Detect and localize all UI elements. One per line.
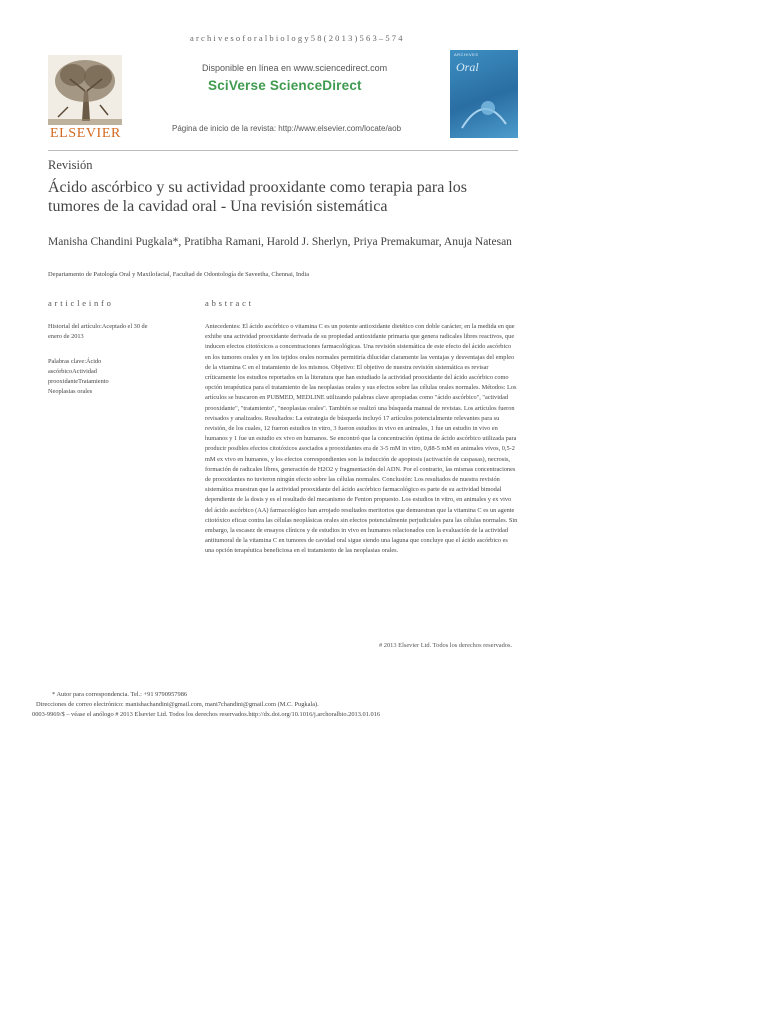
elsevier-logo	[48, 55, 122, 145]
article-info-heading: articleinfo	[48, 298, 114, 308]
journal-citation: archivesoforalbiology58(2013)563–574	[190, 33, 405, 43]
article-title: Ácido ascórbico y su actividad prooxidante como terapia para los tumores de la cavidad oral - Una revisión sistemática	[48, 179, 467, 215]
keywords: Palabras clave:Ácido ascórbicoActividad prooxidanteTratamiento Neoplasias orales	[48, 358, 109, 395]
journal-homepage-link[interactable]: Página de inicio de la revista: http://www.elsevier.com/locate/aob	[172, 124, 402, 133]
cover-title: Oral	[456, 60, 479, 74]
abstract-heading: abstract	[205, 298, 254, 308]
author-list: Manisha Chandini Pugkala*, Pratibha Ramani, Harold J. Sherlyn, Priya Premakumar, Anuja Natesan	[48, 236, 512, 248]
email-addresses: Direcciones de correo electrónico: manishachandini@gmail.com, mani7chandini@gmail.com (M.C. Pugkala).	[36, 701, 319, 708]
abstract-text: Antecedentes: El ácido ascórbico o vitamina C es un potente antioxidante dietético con doble carácter, en la medida en que exhibe una actividad prooxidante derivada de su propiedad antioxidante primaria que genera radicales libres reactivos, que inducen efectos citotóxicos a concentraciones farmacológicas. Una revisión sistemática de este efecto del ácido ascórbico en los tumores orales y en los tejidos orales normales permitiría dilucidar claramente las ventajas y desventajas del empleo de la vitamina C en el tratamiento de los mismos. Objetivo: El objetivo de nuestra revisión sistemática es revisar críticamente los estudios reportados en la literatura que han estudiado la actividad prooxidante del ácido ascórbico como opción terapéutica para el tratamiento de las neoplasias orales y sus efectos sobre las células orales normales. Métodos: Los artículos se buscaron en PUBMED, MEDLINE utilizando palabras clave apropiadas como "ácido ascórbico", "actividad prooxidante", "tratamiento", "neoplasias orales". También se realizó una búsqueda manual de revistas. Los artículos fueron revisados y analizados. Resultados: La estrategia de búsqueda incluyó 17 artículos potencialmente relevantes para su revisión, de los cuales, 12 fueron estudios in vitro, 3 fueron estudios in vivo en animales, 1 fue un estudio in vivo en humanos y 1 fue un estudio ex vivo en humanos. Se encontró que la concentración óptima de ácido ascórbico utilizada para producir posibles efectos citotóxicos asociados a prooxidantes era de 3-5 mM in vitro, 0,88-5 mM en animales vivos, 0,5-2 mM ex vivo en humanos, y los efectos correspondientes son la inducción de apoptosis (activación de caspasas), necrosis, formación de radicales libres, generación de H2O2 y fragmentación del ADN. Por el contrario, las mismas concentraciones de prooxidantes no tuvieron ningún efecto sobre las células normales. Conclusión: Los resultados de nuestra revisión sistemática muestran que la actividad prooxidante del ácido ascórbico farmacológico es parte de su actividad bimodal dependiente de la dosis y es el resultado del mecanismo de Fenton propuesto. Los estudios in vitro, en animales y ex vivo del ácido ascórbico (AA) farmacológico han arrojado resultados meritorios que demuestran que la vitamina C es un agente citotóxico eficaz contra las células neoplásicas orales sin efectos potencialmente perjudiciales para las células normales. Sin embargo, la escasez de ensayos clínicos y de estudios in vivo en humanos relacionados con la evaluación de la actividad antitumoral de la vitamina C en tumores de cavidad oral sigue siendo una laguna que concluye que el ácido ascórbico es una opción terapéutica beneficiosa en el tratamiento de las neoplasias orales.	[205, 323, 518, 555]
article-history: Historial del artículo:Aceptado el 30 de enero de 2013	[48, 323, 148, 340]
cover-top-label: ARCHIVES	[454, 52, 479, 57]
elsevier-wordmark: ELSEVIER	[50, 126, 121, 141]
header-divider	[48, 150, 518, 151]
journal-cover-image	[450, 50, 518, 138]
doi-line[interactable]: 0003-9969/$ – véase el anólogo # 2013 Elsevier Ltd. Todos los derechos reservados.http://dx.doi.org/10.1016/j.archoralbio.2013.01.016	[32, 711, 381, 718]
footnotes	[32, 690, 532, 720]
affiliation: Departamento de Patología Oral y Maxilofacial, Facultad de Odontología de Saveetha, Chennai, India	[48, 271, 310, 278]
sciencedirect-logo[interactable]: SciVerse ScienceDirect	[208, 78, 362, 93]
available-online-text: Disponible en línea en www.sciencedirect.com	[202, 63, 388, 73]
corresponding-author-note: * Autor para correspondencia. Tel.: +91 9790957986	[52, 691, 188, 698]
copyright-notice: # 2013 Elsevier Ltd. Todos los derechos reservados.	[379, 642, 513, 649]
article-section-label: Revisión	[48, 158, 93, 172]
cover-illustration-icon	[458, 88, 510, 132]
elsevier-tree-icon	[48, 55, 122, 125]
